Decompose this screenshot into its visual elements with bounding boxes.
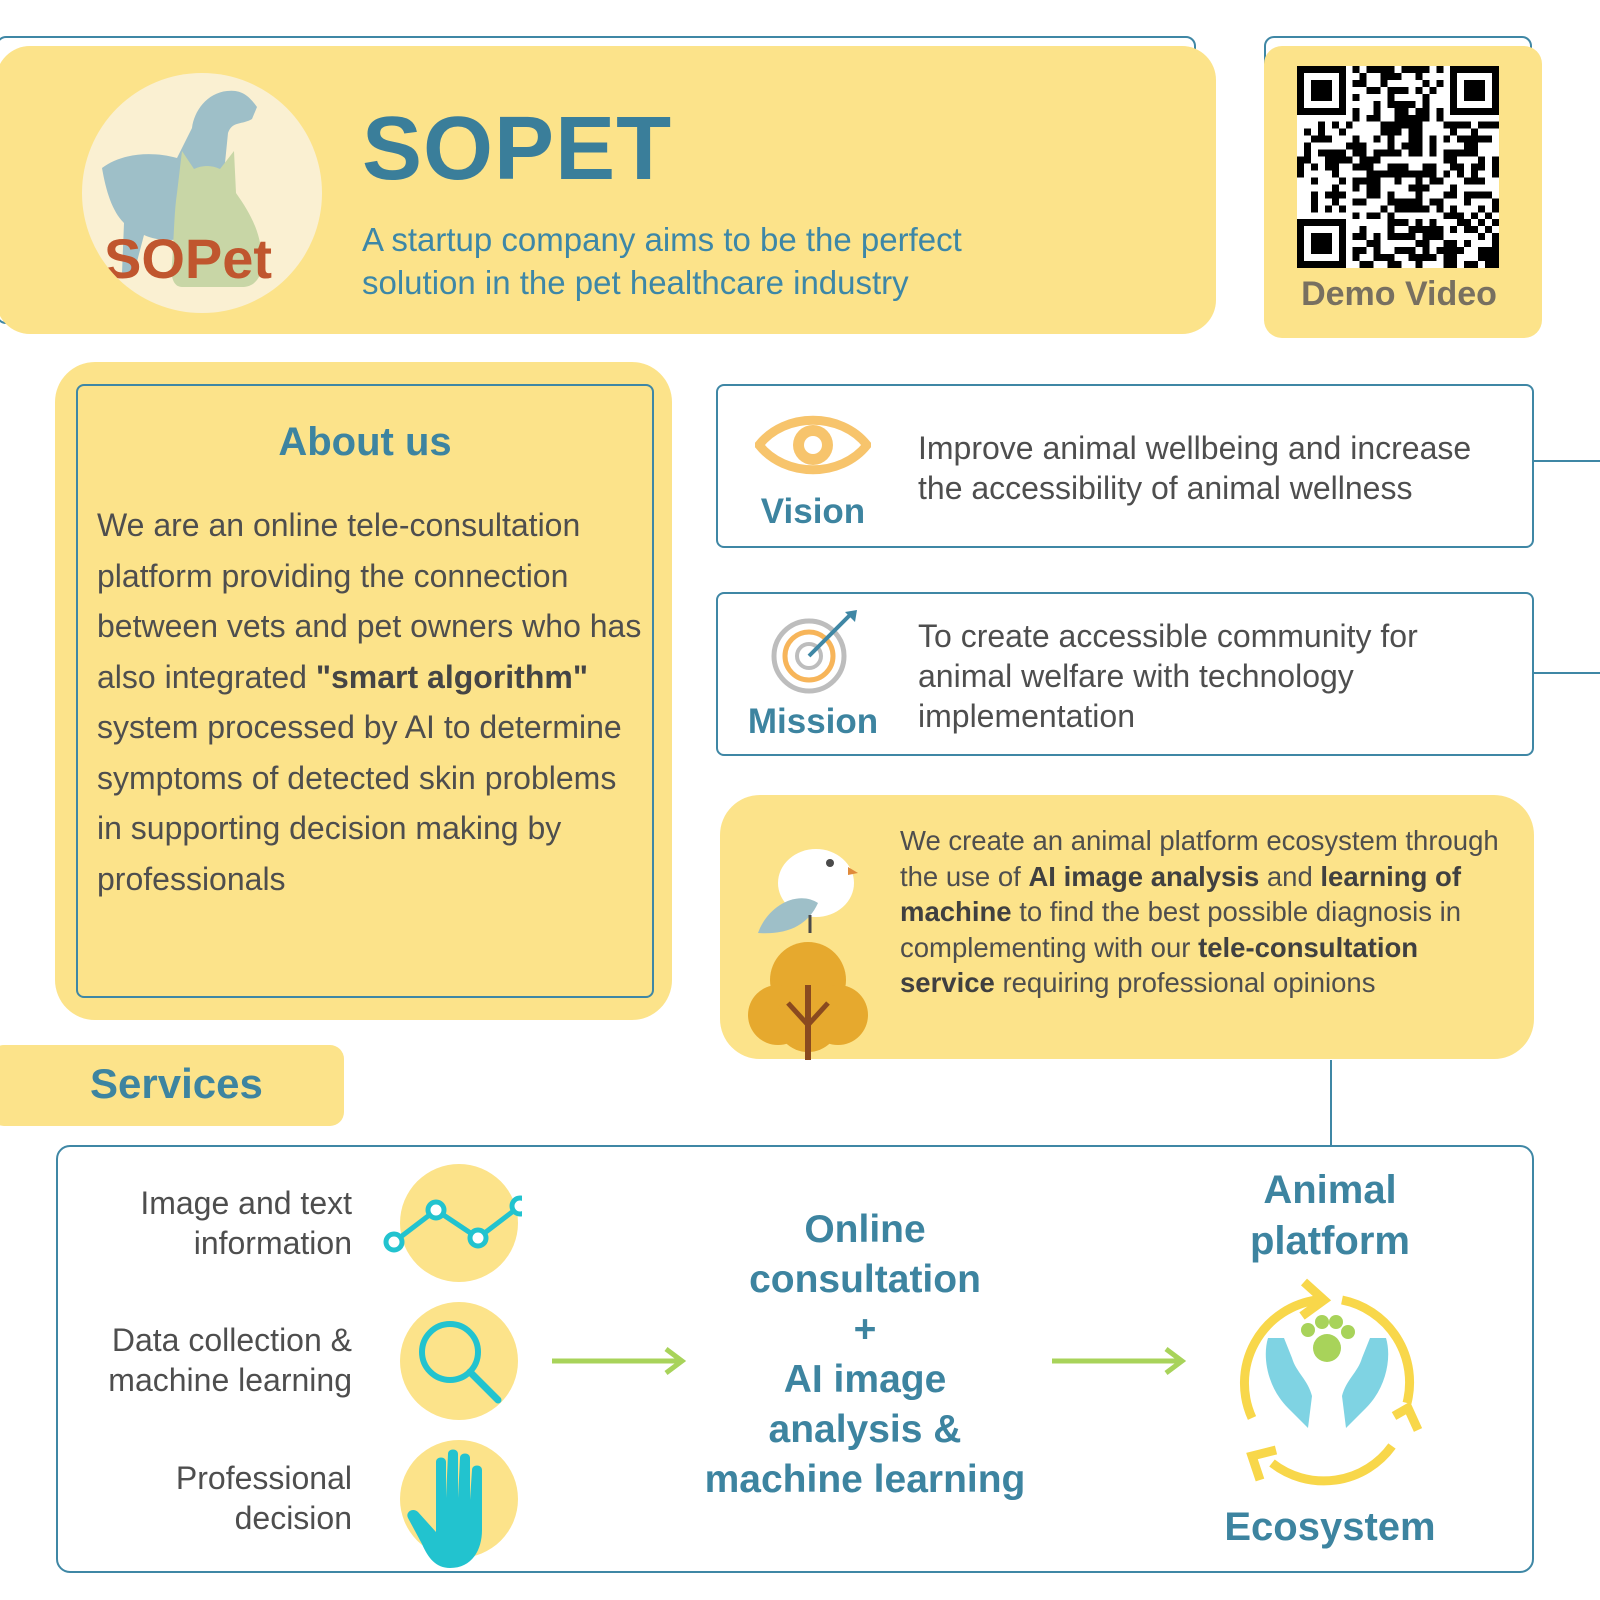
center-line-1: Online [804, 1208, 926, 1251]
center-line-6: machine learning [704, 1458, 1026, 1501]
target-icon [765, 608, 865, 699]
vision-text [918, 428, 1471, 508]
service-item-2-line-2: machine learning [108, 1362, 352, 1398]
dog-cat-logo-icon [82, 73, 322, 313]
mission-text [918, 616, 1418, 736]
mission-label: Mission [747, 702, 879, 741]
tagline-line-1: A startup company aims to be the perfect [362, 221, 962, 258]
center-line-2: consultation [749, 1258, 981, 1301]
about-text [97, 500, 642, 904]
qr-label: Demo Video [1301, 275, 1497, 313]
vision-line-1: Improve animal wellbeing and increase [918, 430, 1472, 466]
arrow-right-icon [550, 1346, 690, 1381]
eco-text-2: and [1259, 860, 1321, 892]
center-line-4: AI image [783, 1358, 947, 1401]
logo-text: SOPet [104, 227, 273, 290]
service-item-image-text [52, 1183, 352, 1263]
eco-text-4: requiring professional opinions [994, 967, 1376, 998]
center-line-5: analysis & [768, 1408, 962, 1451]
qr-code-icon [1297, 66, 1499, 268]
center-line-3: + [853, 1308, 877, 1351]
service-item-3-line-1: Professional [175, 1460, 352, 1496]
service-item-1-line-1: Image and text [140, 1185, 352, 1221]
mission-connector [1534, 672, 1600, 674]
vision-line-2: the accessibility of animal wellness [918, 470, 1413, 506]
mission-line-2: animal welfare with technology [918, 658, 1354, 694]
platform-line-2: platform [1250, 1219, 1410, 1263]
service-item-professional [52, 1458, 352, 1538]
mission-line-1: To create accessible community for [918, 618, 1418, 654]
service-item-3-line-2: decision [234, 1500, 352, 1536]
arrow-right-icon-2 [1050, 1346, 1190, 1381]
page-title: SOPET [362, 99, 673, 199]
services-title: Services [90, 1060, 263, 1107]
about-text-part-1: We are an online tele-consultation platform providing the connection between vets and pet owners who has also integrated [97, 507, 642, 695]
eco-text-1: We create an animal platform ecosystem through the use of [900, 825, 1499, 892]
magnifier-icon [400, 1302, 518, 1420]
hand-icon [400, 1440, 518, 1558]
vision-label: Vision [760, 492, 866, 531]
online-consultation-text [680, 1205, 1050, 1505]
ecosystem-text [900, 823, 1520, 1001]
platform-line-1: Animal [1263, 1168, 1397, 1212]
eco-bold-3: tele-consultation service [900, 931, 1419, 998]
about-text-part-2: system processed by AI to determine symptoms of detected skin problems in supporting decision making by professionals [97, 709, 622, 897]
service-item-2-line-1: Data collection & [111, 1322, 352, 1358]
service-item-1-line-2: information [193, 1225, 352, 1261]
eco-text-3: to find the best possible diagnosis in complementing with our [900, 896, 1462, 963]
ecosystem-connector [1330, 1060, 1332, 1146]
sopet-logo [82, 73, 322, 313]
bird-tree-icon [748, 845, 868, 1070]
tagline [362, 218, 1062, 304]
animal-platform-title [1200, 1165, 1460, 1267]
mission-line-3: implementation [918, 698, 1135, 734]
tagline-line-2: solution in the pet healthcare industry [362, 264, 909, 301]
ecosystem-cycle-icon [1212, 1268, 1442, 1503]
about-text-bold: "smart algorithm" [315, 658, 588, 695]
service-item-data-ml [52, 1320, 352, 1400]
vision-connector [1534, 460, 1600, 462]
line-chart-icon [400, 1164, 518, 1282]
qr-code[interactable] [1297, 66, 1499, 268]
ecosystem-label: Ecosystem [1224, 1505, 1436, 1549]
about-title: About us [278, 420, 452, 464]
eco-bold-1: AI image analysis [1028, 860, 1260, 892]
eye-icon [755, 408, 871, 487]
eco-bold-2: learning of machine [900, 860, 1461, 927]
